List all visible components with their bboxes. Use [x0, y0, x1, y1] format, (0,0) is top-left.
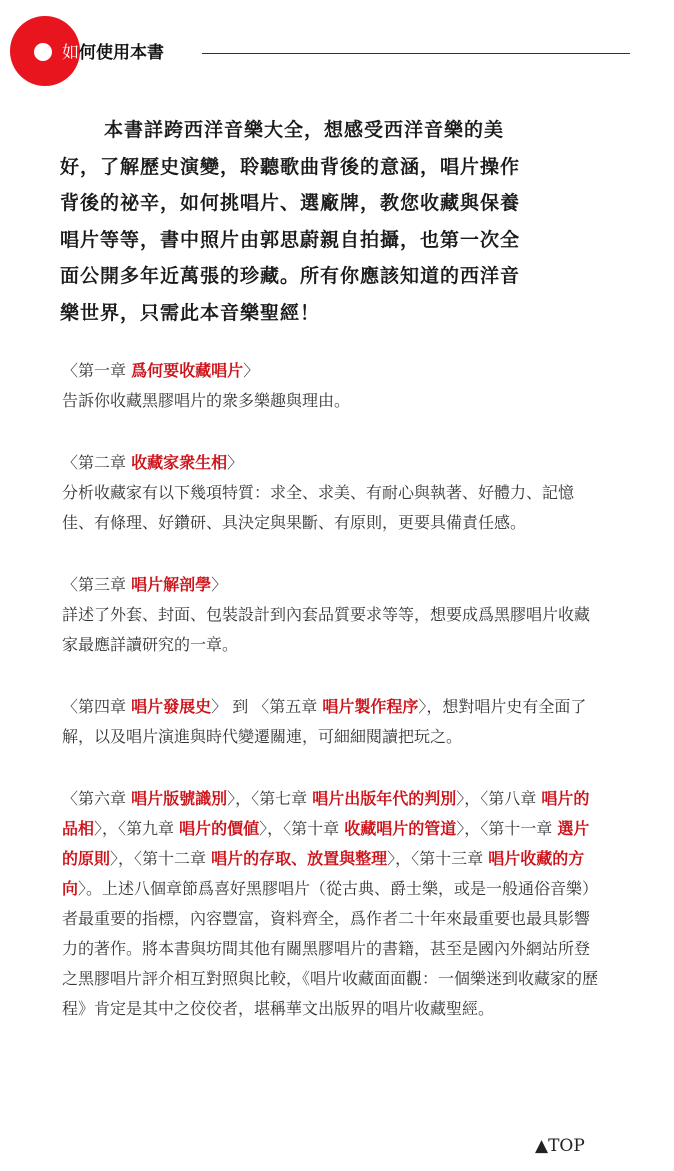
chapter-list [62, 356, 602, 1056]
chapter-heading: 〈第三章 唱片解剖學〉 [62, 575, 228, 594]
bullet-dot-icon [34, 43, 52, 61]
section-header [10, 16, 630, 92]
chapter-4-5: 〈第四章 唱片發展史〉 到 〈第五章 唱片製作程序〉，想對唱片史有全面了解，以及唱片演進與時代變遷關連，可細細閱讀把玩之。 [62, 697, 587, 746]
chapter-heading: 〈第一章 爲何要收藏唱片〉 [62, 361, 260, 380]
chapter-name: 唱片收藏的方向 [62, 849, 585, 898]
intro-line: 好，了解歷史演變，聆聽歌曲背後的意涵，唱片操作 [60, 155, 521, 178]
chapter-name: 唱片的價値 [179, 819, 260, 838]
intro-line: 面公開多年近萬張的珍藏。所有你應該知道的西洋音 [60, 265, 521, 287]
chapter-name: 唱片出版年代的判別 [312, 789, 457, 808]
chapter-description: 告訴你收藏黑膠唱片的衆多樂趣與理由。 [62, 391, 351, 410]
chapter-heading: 〈第二章 收藏家衆生相〉 [62, 453, 244, 472]
chapter-name: 唱片解剖學 [131, 575, 212, 594]
intro-line: 本書詳跨西洋音樂大全，想感受西洋音樂的美 [104, 119, 505, 141]
chapter-2 [62, 448, 602, 538]
section-title: 何使用本書 [79, 43, 164, 63]
chapter-name: 唱片製作程序 [322, 697, 419, 716]
chapter-description: 〉。上述八個章節爲喜好黑膠唱片（從古典、爵士樂，或是一般通俗音樂）者最重要的指標，內容豐富，資料齊全，爲作者二十年來最重要也最具影響力的著作。將本書與坊間其他有關黑膠唱片的書籍，甚至是國內外網站所登之黑膠唱片評介相互對照與比較，《唱片收藏面面觀：一個樂迷到收藏家的歷程》肯定是其中之佼佼者，堪稱華文出版界的唱片收藏聖經。 [62, 879, 599, 1018]
chapter-name: 收藏家衆生相 [131, 453, 228, 472]
section-title-first-char: 如 [62, 43, 79, 63]
title-divider [202, 53, 630, 54]
chapter-description: 分析收藏家有以下幾項特質：求全、求美、有耐心與執著、好體力、記憶佳、有條理、好鑽研、具決定與果斷、有原則，更要具備責任感。 [62, 483, 575, 532]
chapter-name: 爲何要收藏唱片 [131, 361, 244, 380]
back-to-top-link[interactable]: ▲TOP [535, 1136, 585, 1156]
intro-line: 背後的祕辛，如何挑唱片、選廠牌，教您收藏與保養 [60, 192, 521, 214]
chapter-3 [62, 570, 602, 660]
chapter-description: 詳述了外套、封面、包裝設計到內套品質要求等等，想要成爲黑膠唱片收藏家最應詳讀研究的一章。 [62, 605, 591, 654]
chapter-6-13: 〈第六章 唱片版號識別〉，〈第七章 唱片出版年代的判別〉，〈第八章 唱片的品相〉，〈第九章 唱片的價値〉，〈第十章 收藏唱片的管道〉，〈第十一章 選片的原則〉，〈第十二章 唱片的存取、放置與整理〉，〈第十三章 唱片收藏的方向〉。上述八個章節爲喜好黑膠唱片（從古典、爵士樂，或是一般通俗音樂）者最重要的指標，內容豐富，資料齊全，爲作者二十年來最重要也最具影響力的著作。將本書與坊間其他有關黑膠唱片的書籍，甚至是國內外網站所登之黑膠唱片評介相互對照與比較，《唱片收藏面面觀：一個樂迷到收藏家的歷程》肯定是其中之佼佼者，堪稱華文出版界的唱片收藏聖經。 [62, 789, 599, 1018]
chapter-name: 唱片的品相 [62, 789, 590, 838]
intro-paragraph [60, 112, 600, 331]
intro-line: 唱片等等，書中照片由郭思蔚親自拍攝，也第一次全 [60, 228, 521, 251]
chapter-description: ，想對唱片史有全面了解，以及唱片演進與時代變遷關連，可細細閱讀把玩之。 [62, 697, 587, 746]
chapter-name: 選片的原則 [62, 819, 590, 868]
chapter-1 [62, 356, 602, 416]
chapter-name: 唱片版號識別 [131, 789, 228, 808]
intro-line: 樂世界，只需此本音樂聖經！ [60, 301, 321, 324]
chapter-name: 唱片發展史 [131, 697, 212, 716]
chapter-name: 收藏唱片的管道 [344, 819, 457, 838]
chapter-name: 唱片的存取、放置與整理 [211, 849, 388, 868]
